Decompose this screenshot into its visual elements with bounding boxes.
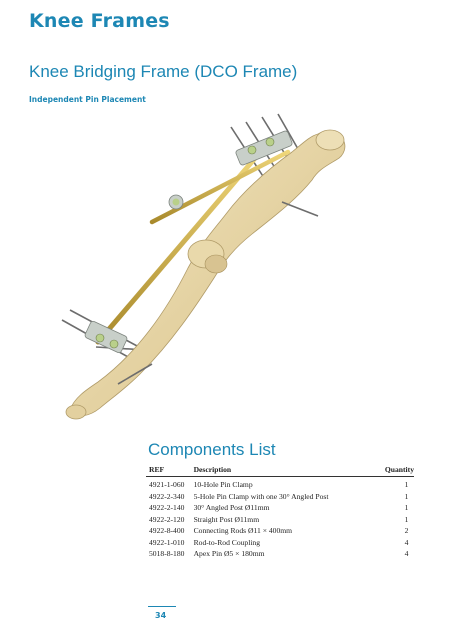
cell-quantity: 4 (404, 549, 409, 558)
knee-bridging-frame-illustration (56, 92, 368, 427)
cell-quantity: 1 (404, 503, 409, 512)
section-title: Knee Bridging Frame (DCO Frame) (29, 62, 298, 81)
cell-quantity: 1 (404, 491, 409, 501)
table-header-row (146, 464, 414, 477)
cell-ref: 5018-8-180 (149, 549, 185, 558)
table-row (146, 548, 414, 560)
cell-quantity: 1 (404, 514, 409, 524)
rod-coupling (169, 195, 183, 209)
cell-ref: 4922-8-400 (149, 526, 185, 535)
cell-quantity: 1 (404, 480, 409, 489)
lower-pin-clamp (84, 320, 128, 353)
table-row (146, 525, 414, 537)
cell-ref: 4921-1-060 (149, 480, 185, 489)
cell-description: Straight Post Ø11mm (193, 514, 260, 524)
page-number: 34 (155, 611, 167, 620)
table-row (146, 491, 414, 503)
cell-quantity: 2 (404, 526, 409, 535)
column-header-quantity: Quantity (342, 464, 414, 477)
page-number-rule (148, 606, 176, 607)
section-subtitle: Independent Pin Placement (29, 95, 146, 104)
cell-ref: 4922-2-140 (149, 503, 185, 512)
cell-quantity: 4 (404, 537, 409, 547)
column-header-ref: REF (146, 464, 191, 477)
cell-description: 30° Angled Post Ø11mm (193, 503, 270, 512)
cell-description: Connecting Rods Ø11 × 400mm (193, 526, 293, 535)
table-row (146, 514, 414, 526)
cell-ref: 4922-2-120 (149, 514, 185, 524)
table-row (146, 502, 414, 514)
components-table (146, 464, 414, 560)
cell-ref: 4922-2-340 (149, 491, 185, 501)
bone (66, 130, 345, 419)
table-row (146, 537, 414, 549)
components-list-title: Components List (148, 440, 276, 459)
cell-ref: 4922-1-010 (149, 537, 185, 547)
page-title: Knee Frames (29, 10, 170, 32)
cell-description: Apex Pin Ø5 × 180mm (193, 549, 265, 558)
table-row (146, 477, 414, 491)
cell-description: 5-Hole Pin Clamp with one 30° Angled Post (193, 491, 329, 501)
cell-description: Rod-to-Rod Coupling (193, 537, 261, 547)
column-header-description: Description (191, 464, 343, 477)
cell-description: 10-Hole Pin Clamp (193, 480, 253, 489)
